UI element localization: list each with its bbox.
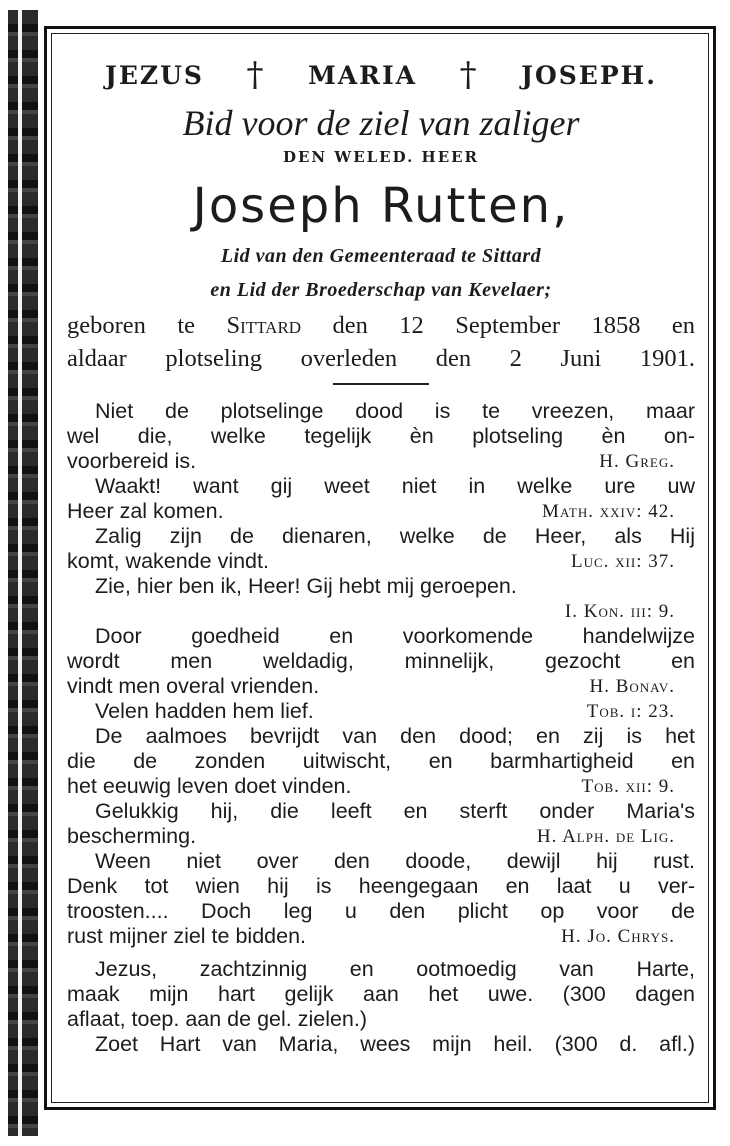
quote-text: Heer zal komen. — [67, 499, 224, 523]
quote-text: rust mijner ziel te bidden. — [67, 924, 306, 948]
quote-line — [67, 774, 695, 799]
quote-line: Denk tot wien hij is heengegaan en laat u ver- — [67, 874, 695, 898]
quote-line — [67, 674, 695, 699]
quote-line: die de zonden uitwischt, en barmhartigheid en — [67, 749, 695, 773]
card-edge-shadow — [8, 10, 38, 1136]
cross-icon: † — [246, 55, 266, 95]
quote-block — [67, 624, 695, 699]
quote-line: Gelukkig hij, die leeft en sterft onder Maria's — [95, 799, 695, 823]
memorial-card — [44, 26, 716, 1110]
invocation-jezus: JEZUS — [105, 60, 204, 90]
quote-line — [67, 449, 695, 474]
quote-text: komt, wakende vindt. — [67, 549, 269, 573]
quote-line: Niet de plotselinge dood is te vreezen, maar — [95, 399, 695, 423]
quote-line: Zalig zijn de dienaren, welke de Heer, als Hij — [95, 524, 695, 548]
quote-line: Ween niet over den doode, dewijl hij rust. — [95, 849, 695, 873]
bio-line: aldaar plotseling overleden den 2 Juni 1901. — [67, 345, 695, 372]
quote-source: H. Alph. de Lig. — [536, 826, 675, 847]
quote-source: Math. xxiv: 42. — [542, 501, 675, 522]
cross-icon: † — [459, 55, 479, 95]
quote-source: I. Kon. iii: 9. — [564, 601, 675, 622]
quote-line — [67, 574, 695, 599]
quote-line — [67, 549, 695, 574]
quote-line — [67, 924, 695, 949]
deceased-name: Joseph Rutten, — [192, 178, 570, 234]
quotations — [67, 399, 695, 949]
prayer-heading: Bid voor de ziel van zaliger — [182, 103, 580, 143]
divider — [333, 383, 429, 385]
quote-line — [67, 824, 695, 849]
quote-block — [67, 474, 695, 524]
closing-line: Jezus, zachtzinnig en ootmoedig van Harte, — [95, 957, 695, 981]
quote-source: Luc. xii: 37. — [571, 551, 675, 572]
quote-block — [67, 524, 695, 574]
office-line: en Lid der Broederschap van Kevelaer; — [210, 279, 552, 301]
honorific: DEN WELED. HEER — [282, 148, 480, 166]
invocation-maria: MARIA — [308, 60, 418, 90]
card-content — [67, 53, 695, 1097]
bio-text: den 12 September 1858 en — [301, 312, 695, 339]
invocation-header — [67, 53, 695, 97]
biography — [67, 309, 695, 375]
quote-line: wel die, welke tegelijk èn plotseling èn on- — [67, 424, 695, 448]
quote-text: het eeuwig leven doet vinden. — [67, 774, 352, 798]
quote-line: De aalmoes bevrijdt van den dood; en zij is het — [95, 724, 695, 748]
quote-line: Waakt! want gij weet niet in welke ure uw — [95, 474, 695, 498]
quote-source: H. Jo. Chrys. — [561, 926, 675, 947]
bio-text: geboren te — [67, 312, 227, 339]
quote-block — [67, 399, 695, 474]
closing-line: aflaat, toep. aan de gel. zielen.) — [67, 1007, 368, 1031]
quote-source: Tob. i: 23. — [586, 701, 675, 722]
quote-line: troosten.... Doch leg u den plicht op voor de — [67, 899, 695, 923]
invocation-joseph: JOSEPH. — [521, 60, 657, 90]
quote-source: H. Greg. — [599, 451, 675, 472]
quote-line — [67, 699, 695, 724]
closing-prayers — [67, 957, 695, 1057]
quote-line: wordt men weldadig, minnelijk, gezocht en — [67, 649, 695, 673]
card-edge-highlight — [18, 10, 22, 1136]
quote-block — [67, 799, 695, 849]
quote-block — [67, 574, 695, 624]
quote-source: Tob. xii: 9. — [581, 776, 675, 797]
bio-line — [67, 309, 695, 342]
quote-source: H. Bonav. — [589, 676, 675, 697]
office-line: Lid van den Gemeenteraad te Sittard — [220, 245, 542, 267]
quote-block — [67, 849, 695, 949]
quote-text: Velen hadden hem lief. — [95, 699, 314, 723]
closing-line: maak mijn hart gelijk aan het uwe. (300 dagen — [67, 982, 695, 1006]
quote-text: Zie, hier ben ik, Heer! Gij hebt mij geroepen. — [95, 574, 517, 598]
quote-text: vindt men overal vrienden. — [67, 674, 320, 698]
birthplace: Sittard — [226, 312, 302, 339]
quote-block — [67, 724, 695, 799]
quote-line: Door goedheid en voorkomende handelwijze — [95, 624, 695, 648]
quote-text: voorbereid is. — [67, 449, 197, 473]
quote-text: bescherming. — [67, 824, 197, 848]
closing-line: Zoet Hart van Maria, wees mijn heil. (300 d. afl.) — [95, 1032, 695, 1056]
quote-block — [67, 699, 695, 724]
quote-line — [67, 499, 695, 524]
